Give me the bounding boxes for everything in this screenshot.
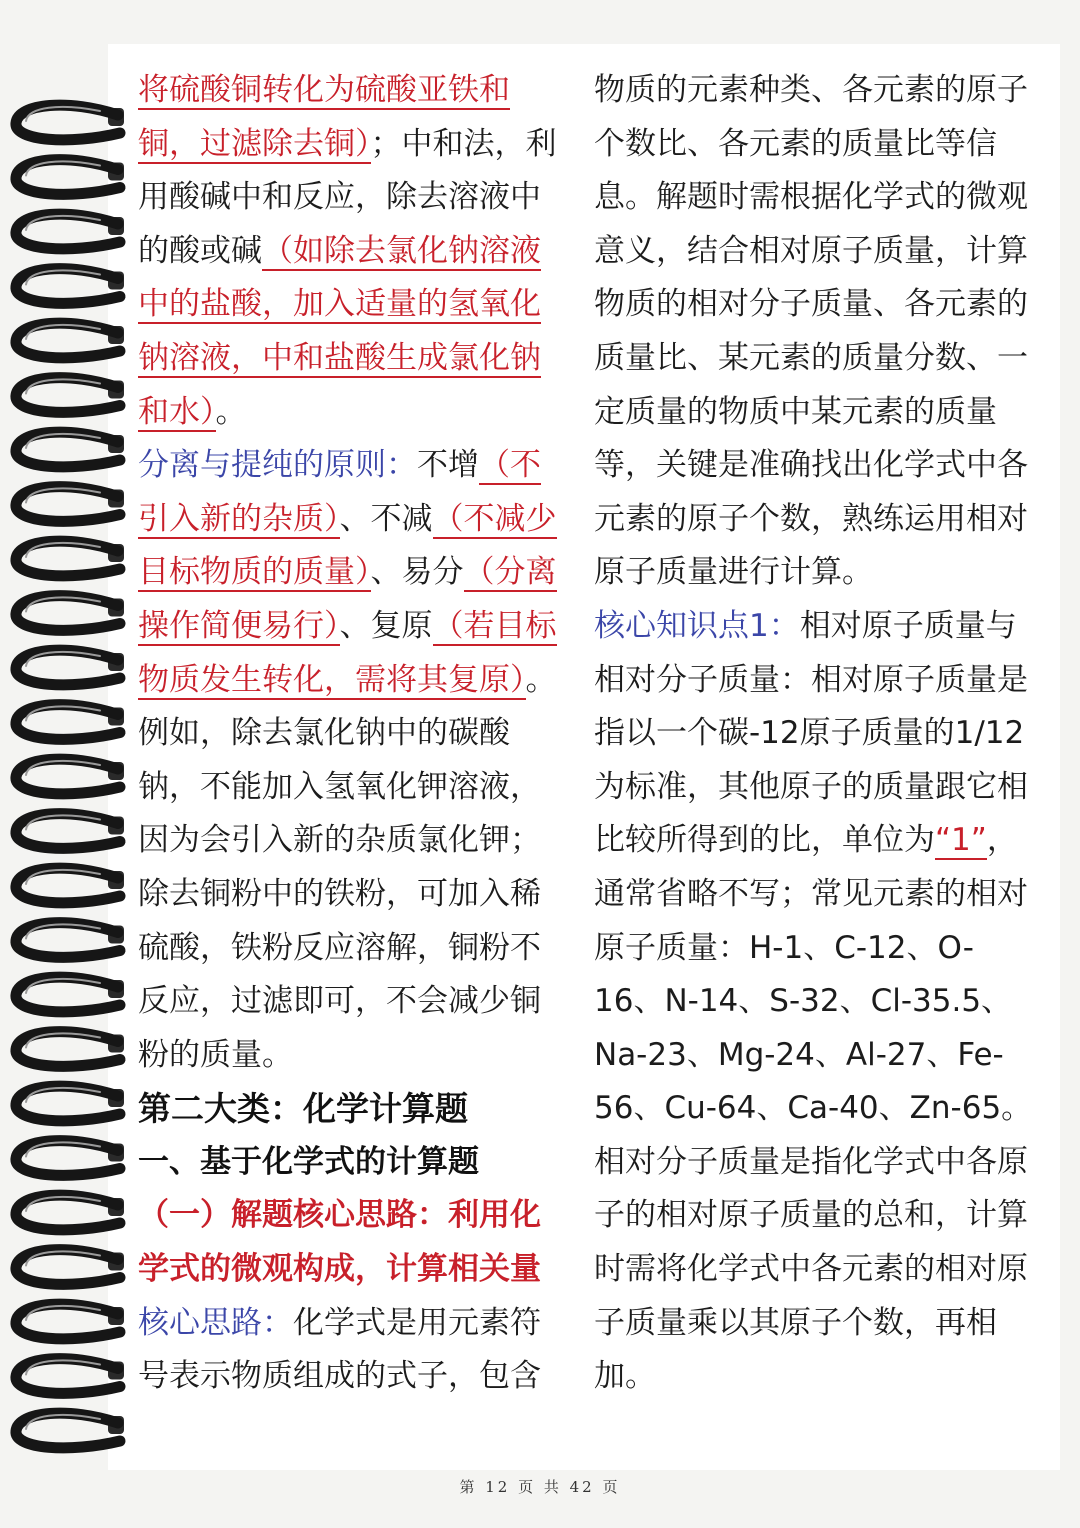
binding-ring <box>16 1304 120 1339</box>
paragraph-core-idea <box>138 1297 566 1404</box>
spiral-binding-icon <box>0 95 150 1475</box>
paragraph-key-point-1 <box>594 600 1034 1404</box>
binding-ring <box>16 323 120 358</box>
blue-label: 核心知识点1： <box>594 607 800 644</box>
blue-label: 分离与提纯的原则： <box>138 447 417 484</box>
left-column <box>138 64 566 1404</box>
binding-ring <box>16 269 120 304</box>
body-text: ；中和法，利用酸碱中和反应，除去溶液中的酸或碱 <box>138 125 557 269</box>
blue-label: 核心思路： <box>138 1304 293 1341</box>
binding-ring <box>16 596 120 631</box>
page-number-footer: 第 12 页 共 42 页 <box>459 1478 621 1496</box>
body-text: 、复原 <box>339 607 433 644</box>
paragraph-separation-principles <box>138 439 566 1082</box>
body-text: 、易分 <box>370 554 464 591</box>
binding-ring <box>16 1359 120 1394</box>
binding-ring <box>16 378 120 413</box>
paragraph-formula-meaning: 物质的元素种类、各元素的原子个数比、各元素的质量比等信息。解题时需根据化学式的微观意义，结合相对原子质量，计算物质的相对分子质量、各元素的质量比、某元素的质量分数、一定质量的物质中某元素的质量等，关键是准确找出化学式中各元素的原子个数，熟练运用相对原子质量进行计算。 <box>594 72 1028 591</box>
subsection-heading: 一、基于化学式的计算题 <box>138 1143 479 1180</box>
body-text: 相对原子质量与相对分子质量：相对原子质量是指以一个碳-12原子质量的1/12为标准，其他原子的质量跟它相比较所得到的比，单位为 <box>594 607 1028 859</box>
body-text: 。例如，除去氯化钠中的碳酸钠，不能加入氢氧化钾溶液，因为会引入新的杂质氯化钾；除去铜粉中的铁粉，可加入稀硫酸，铁粉反应溶解，铜粉不反应，过滤即可，不会减少铜粉的质量。 <box>138 661 557 1073</box>
binding-ring <box>16 868 120 903</box>
body-text: 。 <box>215 393 247 430</box>
sub-subsection-heading: （一）解题核心思路：利用化学式的微观构成，计算相关量 <box>138 1197 541 1288</box>
red-underlined-text: 将硫酸铜转化为硫酸亚铁和铜，过滤除去铜） <box>138 72 510 162</box>
binding-ring <box>16 1413 120 1448</box>
binding-ring <box>16 487 120 522</box>
binding-ring <box>16 1250 120 1285</box>
binding-ring <box>16 541 120 576</box>
paragraph-purification-methods <box>138 64 566 439</box>
red-underlined-text: “1” <box>935 822 987 859</box>
binding-ring <box>16 977 120 1012</box>
section-heading: 第二大类：化学计算题 <box>138 1089 468 1129</box>
binding-ring <box>16 214 120 249</box>
body-text: 不增 <box>417 447 479 484</box>
binding-ring <box>16 160 120 195</box>
binding-ring <box>16 105 120 140</box>
red-underlined-text: （不减少目标物质的质量） <box>138 500 557 591</box>
body-text: 化学式是用元素符号表示物质组成的式子，包含 <box>138 1304 541 1395</box>
binding-ring <box>16 1141 120 1176</box>
binding-ring <box>16 705 120 740</box>
red-underlined-text: （若目标物质发生转化，需将其复原） <box>138 607 557 698</box>
binding-ring <box>16 923 120 958</box>
body-text: ，通常省略不写；常见元素的相对原子质量：H-1、C-12、O-16、N-14、S-32、Cl-35.5、Na-23、Mg-24、Al-27、Fe-56、Cu-64、Ca-40、Zn-65。相对分子质量是指化学式中各原子的相对原子质量的总和，计算时需将化学式中各元素的相对原子质量乘以其原子个数，再相加。 <box>594 822 1033 1395</box>
binding-ring <box>16 1032 120 1067</box>
body-text: 、不减 <box>339 500 433 537</box>
red-underlined-text: （不引入新的杂质） <box>138 447 541 537</box>
binding-ring <box>16 432 120 467</box>
red-underlined-text: （如除去氯化钠溶液中的盐酸，加入适量的氢氧化钠溶液，中和盐酸生成氯化钠和水） <box>138 232 541 430</box>
binding-ring <box>16 759 120 794</box>
binding-ring <box>16 814 120 849</box>
right-column <box>594 64 1034 1404</box>
red-underlined-text: （分离操作简便易行） <box>138 554 557 644</box>
binding-ring <box>16 1086 120 1121</box>
binding-ring <box>16 650 120 685</box>
binding-ring <box>16 1195 120 1230</box>
